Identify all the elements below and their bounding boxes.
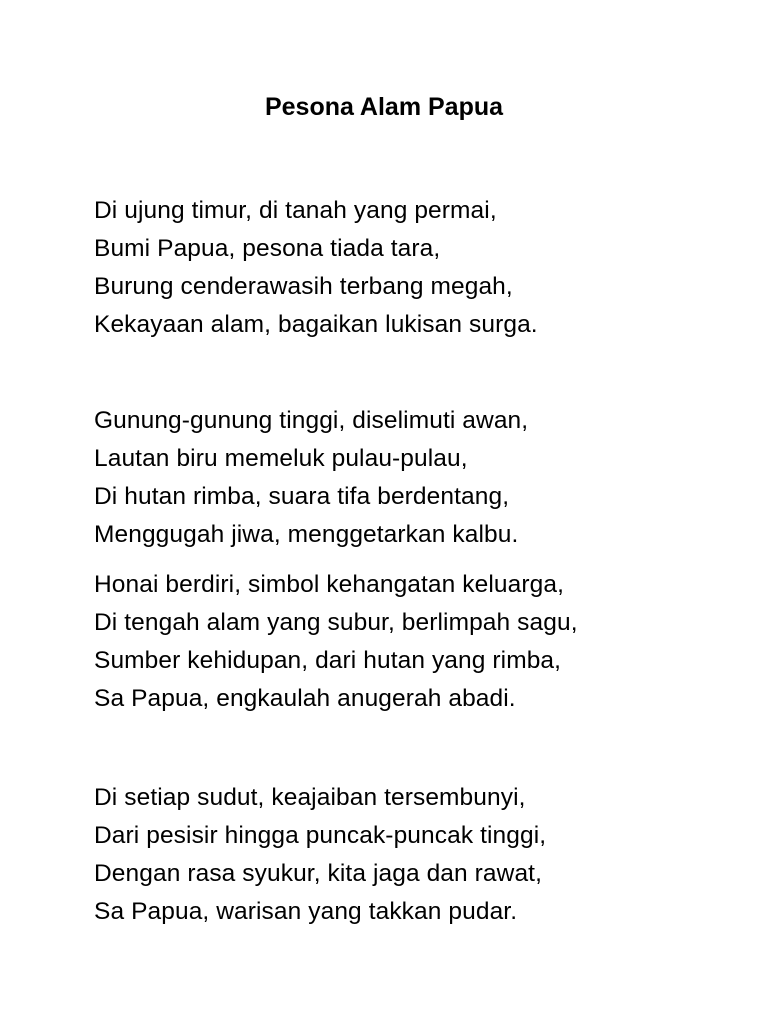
poem-line: Lautan biru memeluk pulau-pulau, [94,445,468,472]
poem-line: Sa Papua, warisan yang takkan pudar. [94,898,518,925]
poem-line: Di ujung timur, di tanah yang permai, [94,197,497,224]
stanza-4 [94,779,734,931]
poem-line: Sumber kehidupan, dari hutan yang rimba, [94,647,562,674]
poem-line: Sa Papua, engkaulah anugerah abadi. [94,685,516,712]
poem-line: Kekayaan alam, bagaikan lukisan surga. [94,311,538,338]
poem-line: Menggugah jiwa, menggetarkan kalbu. [94,521,519,548]
poem-line: Dengan rasa syukur, kita jaga dan rawat, [94,860,542,887]
poem-line: Bumi Papua, pesona tiada tara, [94,235,441,262]
stanza-2 [94,402,734,554]
poem-line: Honai berdiri, simbol kehangatan keluarga, [94,571,564,598]
poem-line: Di setiap sudut, keajaiban tersembunyi, [94,784,526,811]
poem-line: Di hutan rimba, suara tifa berdentang, [94,483,510,510]
poem-line: Dari pesisir hingga puncak-puncak tinggi, [94,822,547,849]
poem-line: Burung cenderawasih terbang megah, [94,273,513,300]
poem-title: Pesona Alam Papua [264,93,504,121]
stanza-1 [94,192,734,344]
poem-line: Gunung-gunung tinggi, diselimuti awan, [94,407,529,434]
poem-line: Di tengah alam yang subur, berlimpah sagu, [94,609,578,636]
stanza-3 [94,566,734,718]
